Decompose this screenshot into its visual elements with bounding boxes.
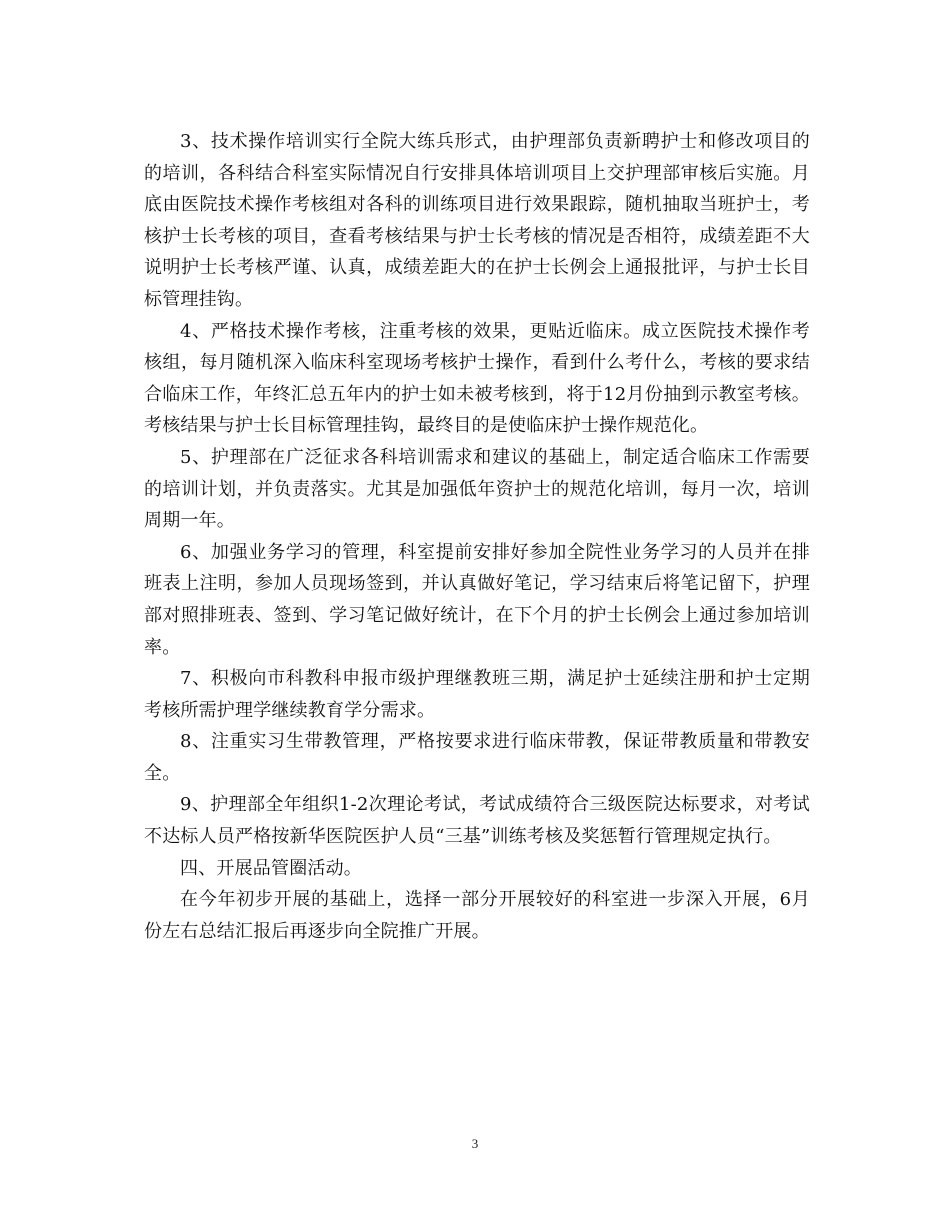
page-number: 3 bbox=[471, 1136, 479, 1151]
paragraph-item-5: 5、护理部在广泛征求各科培训需求和建议的基础上，制定适合临床工作需要的培训计划，并负责落实。尤其是加强低年资护士的规范化培训，每月一次，培训周期一年。 bbox=[144, 446, 810, 532]
paragraph-qcc: 在今年初步开展的基础上，选择一部分开展较好的科室进一步深入开展，6月份左右总结汇报后再逐步向全院推广开展。 bbox=[144, 889, 810, 942]
paragraph-item-7: 7、积极向市科教科申报市级护理继教班三期，满足护士延续注册和护士定期考核所需护理学继续教育学分需求。 bbox=[144, 668, 810, 721]
paragraph-item-3: 3、技术操作培训实行全院大练兵形式，由护理部负责新聘护士和修改项目的的培训，各科结合科室实际情况自行安排具体培训项目上交护理部审核后实施。月底由医院技术操作考核组对各科的训练项目进行效果跟踪，随机抽取当班护士，考核护士长考核的项目，查看考核结果与护士长考核的情况是否相符，成绩差距不大说明护士长考核严谨、认真，成绩差距大的在护士长例会上通报批评，与护士长目标管理挂钩。 bbox=[144, 131, 810, 310]
paragraph-item-9: 9、护理部全年组织1-2次理论考试，考试成绩符合三级医院达标要求，对考试不达标人员严格按新华医院医护人员“三基”训练考核及奖惩暂行管理规定执行。 bbox=[144, 794, 810, 848]
document-body bbox=[144, 126, 810, 947]
paragraph-item-4: 4、严格技术操作考核，注重考核的效果，更贴近临床。成立医院技术操作考核组，每月随机深入临床科室现场考核护士操作，看到什么考什么，考核的要求结合临床工作，年终汇总五年内的护士如未被考核到，将于12月份抽到示教室考核。考核结果与护士长目标管理挂钩，最终目的是使临床护士操作规范化。 bbox=[144, 320, 810, 437]
section-heading: 四、开展品管圈活动。 bbox=[180, 857, 362, 879]
paragraph-item-8: 8、注重实习生带教管理，严格按要求进行临床带教，保证带教质量和带教安全。 bbox=[144, 731, 810, 784]
paragraph-item-6: 6、加强业务学习的管理，科室提前安排好参加全院性业务学习的人员并在排班表上注明，参加人员现场签到，并认真做好笔记，学习结束后将笔记留下，护理部对照排班表、签到、学习笔记做好统计，在下个月的护士长例会上通过参加培训率。 bbox=[144, 541, 810, 658]
